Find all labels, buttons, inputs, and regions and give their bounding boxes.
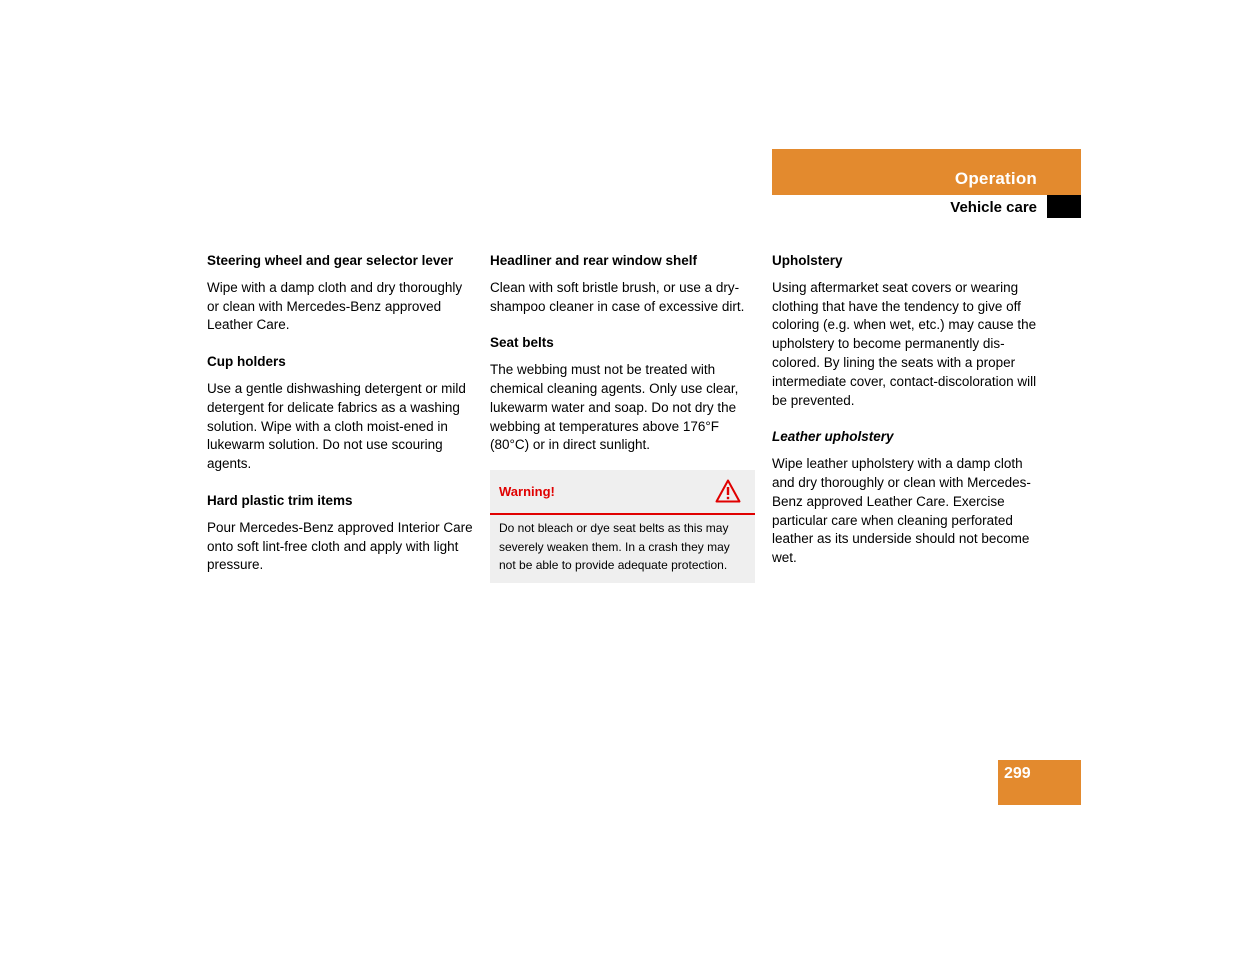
warning-label: Warning!	[499, 484, 555, 500]
steering-heading: Steering wheel and gear selector lever	[207, 253, 454, 268]
seat-belts-text: The webbing must not be treated with chemical cleaning agents. Only use clear, lukewarm water and soap. Do not dry the webbing at temperatures above 176°F (80°C) or in direct sunlight.	[490, 362, 739, 453]
column-left	[207, 252, 473, 593]
seat-belts-heading: Seat belts	[490, 335, 554, 351]
leather-upholstery-heading: Leather upholstery	[772, 429, 894, 445]
page-number-box	[998, 760, 1081, 805]
upholstery-heading: Upholstery	[772, 253, 843, 268]
page-number: 299	[1004, 765, 1031, 782]
cup-holders-text: Use a gentle dishwashing detergent or mild detergent for delicate fabrics as a washing solution. Wipe with a cloth moist-ened in lukewarm solution. Do not use scouring agents.	[207, 380, 466, 472]
subsection-title: Vehicle care	[950, 199, 1037, 216]
warning-text: Do not bleach or dye seat belts as this may severely weaken them. In a crash they may not be able to provide adequate protection.	[499, 521, 730, 573]
column-right	[772, 252, 1038, 586]
plastic-trim-text: Pour Mercedes-Benz approved Interior Care onto soft lint-free cloth and apply with light pressure.	[207, 519, 473, 573]
warning-header	[490, 470, 755, 515]
section-header-bar	[772, 149, 1081, 195]
leather-upholstery-text: Wipe leather upholstery with a damp cloth and dry thoroughly or clean with Mercedes-Benz approved Leather Care. Exercise particular care when cleaning perforated leather as its underside should not become wet.	[772, 456, 1031, 566]
warning-box	[490, 470, 755, 583]
section-marker	[1047, 195, 1081, 218]
cup-holders-heading: Cup holders	[207, 354, 286, 370]
headliner-text: Clean with soft bristle brush, or use a dry-shampoo cleaner in case of excessive dirt.	[490, 279, 745, 314]
section-title: Operation	[954, 169, 1037, 188]
headliner-heading: Headliner and rear window shelf	[490, 253, 698, 268]
steering-text: Wipe with a damp cloth and dry thoroughly or clean with Mercedes-Benz approved Leather Care.	[207, 279, 463, 333]
warning-triangle-icon	[715, 479, 741, 503]
upholstery-text: Using aftermarket seat covers or wearing clothing that have the tendency to give off coloring (e.g. when wet, etc.) may cause the upholstery to become permanently dis-colored. By lining the seats with a proper intermediate cover, contact-discoloration will be prevented.	[772, 279, 1037, 408]
plastic-trim-heading: Hard plastic trim items	[207, 492, 353, 508]
column-middle	[490, 252, 756, 583]
